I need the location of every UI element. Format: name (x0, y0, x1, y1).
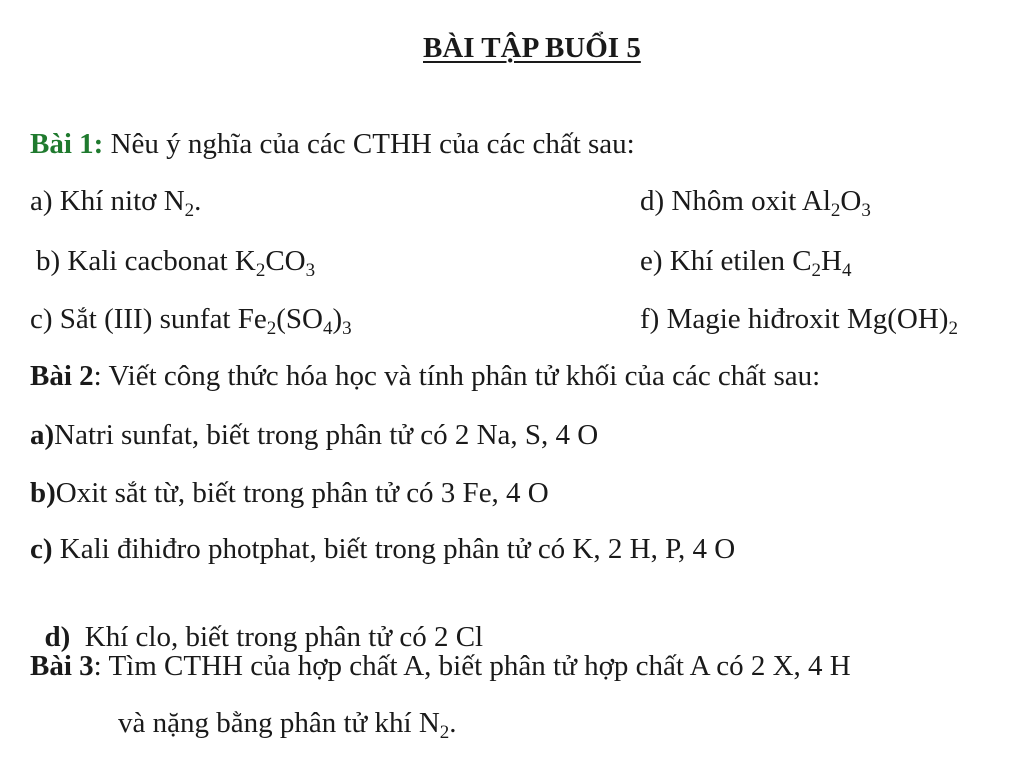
exercise-1-text: Nêu ý nghĩa của các CTHH của các chất sau: (103, 128, 635, 160)
exercise-1-item-d: d) Nhôm oxit $Al_2O_3$ (640, 185, 871, 221)
exercise-1-heading: Bài 1: (30, 128, 104, 160)
exercise-1-item-a: a) Khí nitơ $N_2$. (30, 185, 202, 221)
exercise-1-item-f: f) Magie hiđroxit $Mg(OH)_2$ (640, 303, 958, 339)
exercise-1-item-c: c) Sắt (III) sunfat $Fe_2(SO_4)_3$ (30, 303, 352, 339)
exercise-2-text: : Viết công thức hóa học và tính phân tử khối của các chất sau: (93, 360, 821, 392)
exercise-3-heading: Bài 3 (30, 650, 94, 682)
exercise-2-item-a: a)Natri sunfat, biết trong phân tử có 2 Na, S, 4 O (30, 419, 599, 451)
exercise-1-prompt (30, 130, 635, 159)
exercise-2-prompt (30, 362, 820, 391)
exercise-1-item-b: b) Kali cacbonat $K_2CO_3$ (36, 245, 316, 281)
exercise-3-text: : Tìm CTHH của hợp chất A, biết phân tử hợp chất A có 2 X, 4 H (93, 650, 851, 682)
exercise-3-prompt (30, 652, 851, 681)
exercise-2-item-b: b)Oxit sắt từ, biết trong phân tử có 3 Fe, 4 O (30, 477, 549, 509)
exercise-1-item-e: e) Khí etilen $C_2H_4$ (640, 245, 852, 281)
exercise-2-heading: Bài 2 (30, 360, 94, 392)
page-title: BÀI TẬP BUỔI 5 (423, 32, 641, 64)
exercise-2-item-d: d) Khí clo, biết trong phân tử có 2 Cl (44, 621, 484, 653)
exercise-2-item-c: c) Kali đihiđro photphat, biết trong phân tử có K, 2 H, P, 4 O (30, 533, 736, 565)
exercise-3-continuation: và nặng bằng phân tử khí $N_2$. (118, 707, 457, 743)
